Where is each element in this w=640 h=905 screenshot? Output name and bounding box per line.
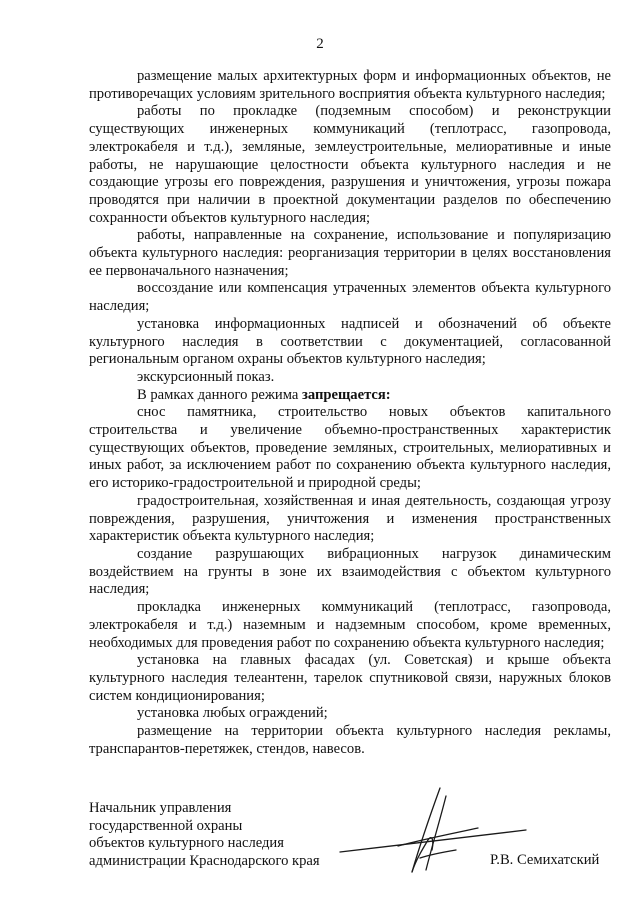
paragraph: работы, направленные на сохранение, использование и популяризацию объекта культурного наследия: реорганизация территории в целях восстановления ее первоначального назначения; xyxy=(89,227,611,279)
regime-heading xyxy=(89,387,611,405)
page-number: 2 xyxy=(316,36,324,52)
prohibited-item: снос памятника, строительство новых объектов капитального строительства и увеличение объемно-пространственных характеристик существующих объектов, проведение земляных, строительных, мелиоративных и иных работ, за исключением работ по сохранению объекта культурного наследия, его историко-градостроительной и природной среды; xyxy=(89,404,611,492)
prohibited-item: установка на главных фасадах (ул. Советская) и крыше объекта культурного наследия телеантенн, тарелок спутниковой связи, наружных блоков систем кондиционирования; xyxy=(89,652,611,704)
paragraph: работы по прокладке (подземным способом) и реконструкции существующих инженерных коммуникаций (теплотрасс, газопровода, электрокабеля и т.д.), земляные, землеустроительные, мелиоративные и иные работы, не нарушающие целостности объекта культурного наследия и не создающие угрозы его повреждения, разрушения и уничтожения, угрозы пожара проводятся при наличии в проектной документации разделов по обеспечению сохранности объектов культурного наследия; xyxy=(89,103,611,226)
paragraph: установка информационных надписей и обозначений об объекте культурного наследия в соответствии с документацией, согласованной региональным органом охраны объектов культурного наследия; xyxy=(89,315,611,368)
prohibited-item: градостроительная, хозяйственная и иная деятельность, создающая угрозу повреждения, разрушения, уничтожения и изменения пространственных характеристик объекта культурного наследия; xyxy=(89,492,611,545)
signatory-position xyxy=(89,800,320,870)
position-line: Начальник управления xyxy=(89,800,232,816)
prohibited-item: установка любых ограждений; xyxy=(137,705,328,722)
regime-emphasis: запрещается: xyxy=(302,386,391,403)
prohibited-item: прокладка инженерных коммуникаций (теплотрасс, газопровода, электрокабеля и т.д.) наземным и надземным способом, кроме временных, необходимых для проведения работ по сохранению объекта культурного наследия; xyxy=(89,599,611,651)
signatory-name: Р.В. Семихатский xyxy=(490,852,600,868)
document-body xyxy=(89,68,611,758)
paragraph: размещение малых архитектурных форм и информационных объектов, не противоречащих условиям зрительного восприятия объекта культурного наследия; xyxy=(89,68,611,102)
regime-intro: В рамках данного режима xyxy=(137,386,302,403)
position-line: администрации Краснодарского края xyxy=(89,852,320,869)
paragraph: воссоздание или компенсация утраченных элементов объекта культурного наследия; xyxy=(89,280,611,315)
prohibited-item: создание разрушающих вибрационных нагрузок динамическим воздействием на грунты в зоне их взаимодействия с объектом культурного наследия; xyxy=(89,545,611,598)
prohibited-item: размещение на территории объекта культурного наследия рекламы, транспарантов-перетяжек, стендов, навесов. xyxy=(89,723,611,757)
paragraph: экскурсионный показ. xyxy=(137,368,275,385)
position-line: государственной охраны xyxy=(89,817,243,834)
position-line: объектов культурного наследия xyxy=(89,835,284,851)
